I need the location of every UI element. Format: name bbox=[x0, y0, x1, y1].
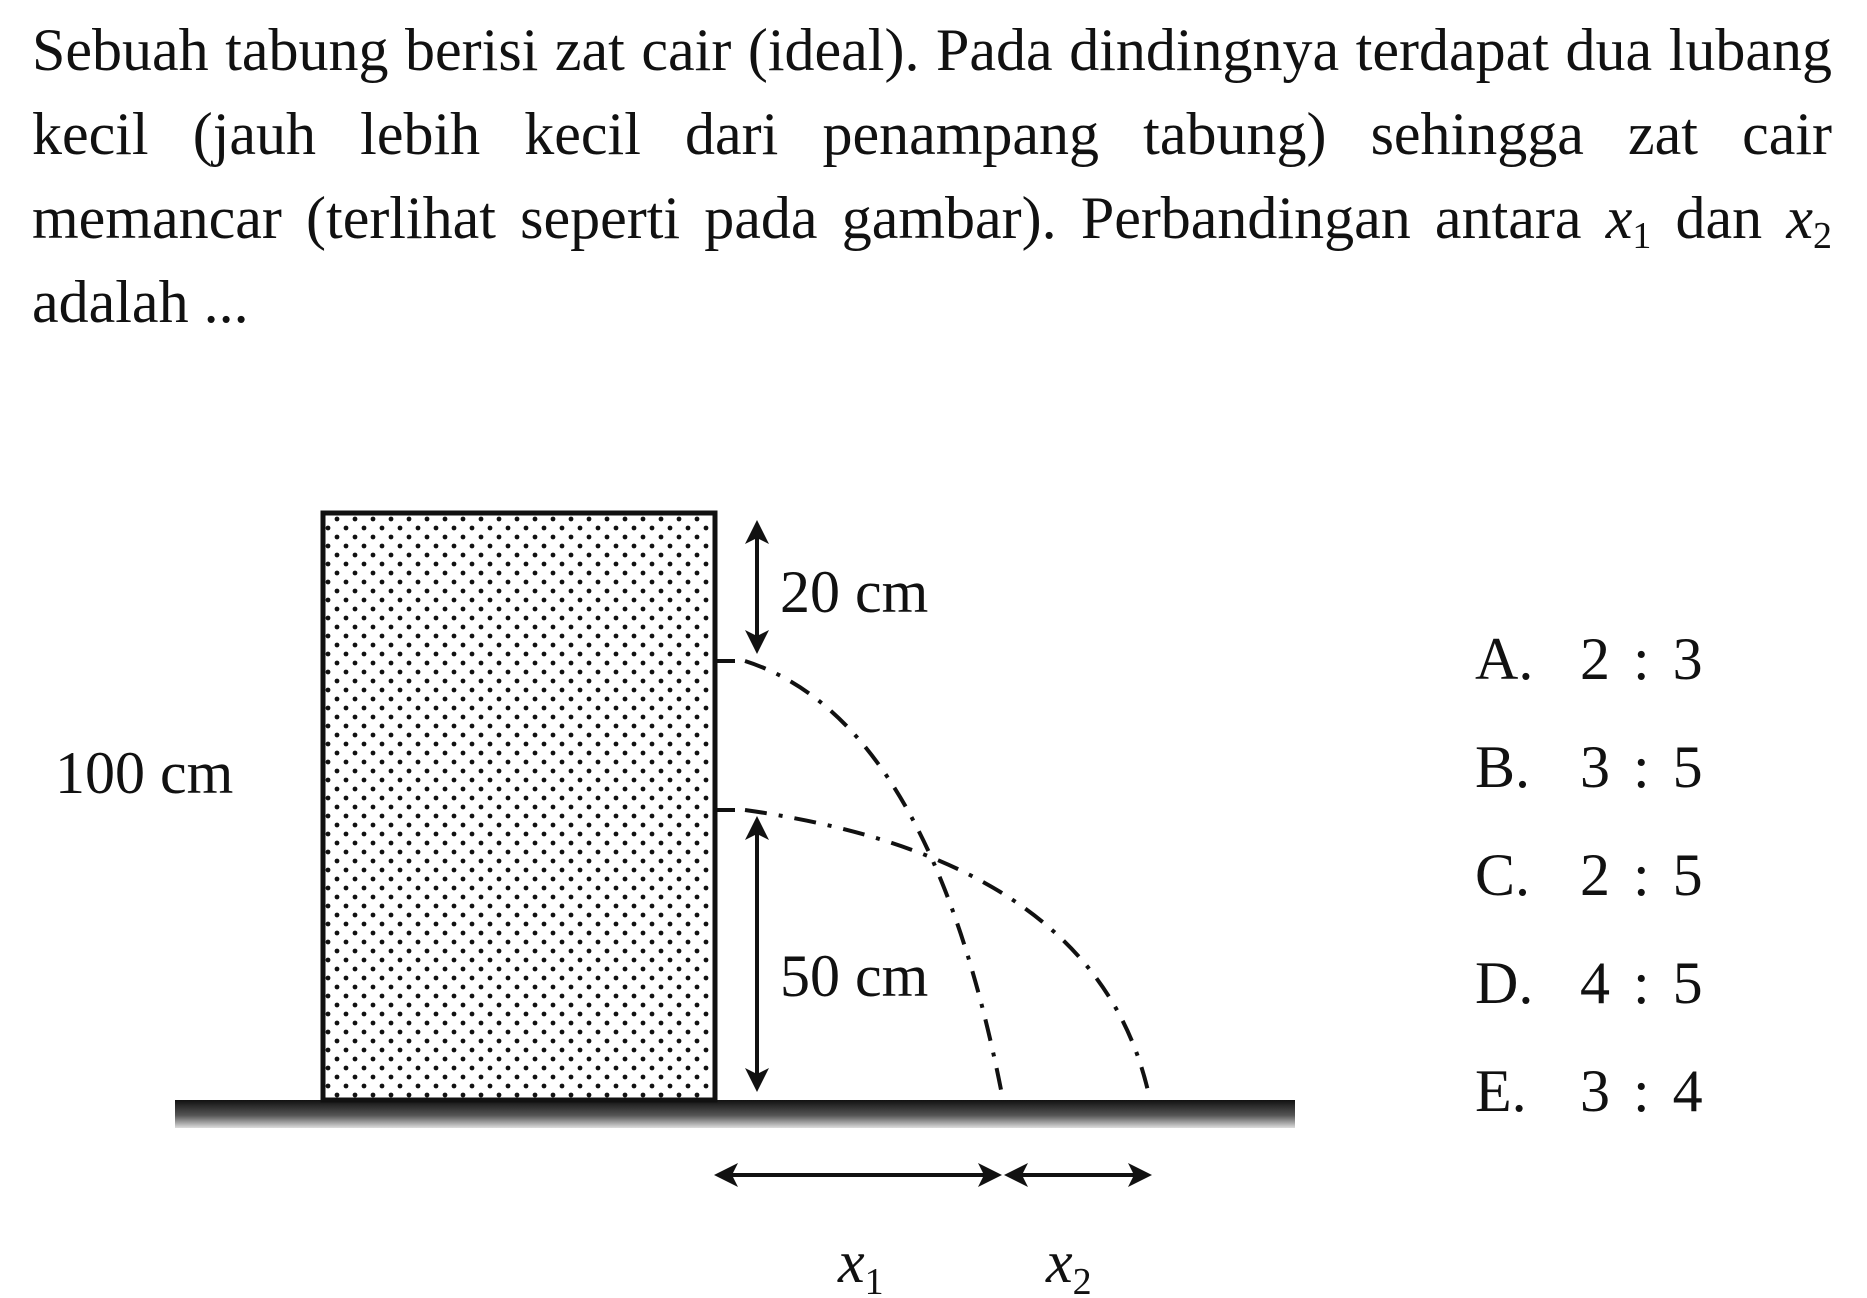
tank-height-label: 100 cm bbox=[55, 740, 234, 806]
ground bbox=[175, 1100, 1295, 1128]
option-a[interactable] bbox=[1475, 605, 1707, 713]
answer-options bbox=[1475, 605, 1707, 1145]
var-x2: $x_2$ bbox=[1786, 185, 1832, 257]
question-text bbox=[32, 8, 1832, 344]
tank-liquid bbox=[323, 513, 715, 1100]
option-d[interactable] bbox=[1475, 929, 1707, 1037]
option-ratio: 3 : 4 bbox=[1580, 1058, 1707, 1124]
var-x1: $x_1$ bbox=[1605, 185, 1652, 257]
upper-jet-trajectory bbox=[745, 661, 1003, 1100]
option-letter: B. bbox=[1475, 734, 1531, 800]
option-e[interactable] bbox=[1475, 1037, 1707, 1145]
question-part2: dan bbox=[1651, 185, 1787, 251]
option-ratio: 2 : 3 bbox=[1580, 626, 1707, 692]
option-letter: D. bbox=[1475, 950, 1534, 1016]
option-b[interactable] bbox=[1475, 713, 1707, 821]
option-letter: A. bbox=[1475, 626, 1534, 692]
option-ratio: 4 : 5 bbox=[1580, 950, 1707, 1016]
question-part1: Sebuah tabung berisi zat cair (ideal). Pada dindingnya terdapat dua lubang kecil (jauh lebih kecil dari penampang tabung) sehingga zat cair memancar (terlihat seperti pada gambar). Perbandingan antara bbox=[32, 17, 1832, 251]
hole-height-label: 50 cm bbox=[780, 943, 929, 1009]
x2-label: $x_2$ bbox=[1046, 1229, 1092, 1298]
top-gap-label: 20 cm bbox=[780, 559, 929, 625]
option-letter: E. bbox=[1475, 1058, 1527, 1124]
option-letter: C. bbox=[1475, 842, 1531, 908]
question-part3: adalah ... bbox=[32, 269, 249, 335]
option-c[interactable] bbox=[1475, 821, 1707, 929]
option-ratio: 3 : 5 bbox=[1580, 734, 1707, 800]
option-ratio: 2 : 5 bbox=[1580, 842, 1707, 908]
x1-label: $x_1$ bbox=[838, 1229, 884, 1298]
